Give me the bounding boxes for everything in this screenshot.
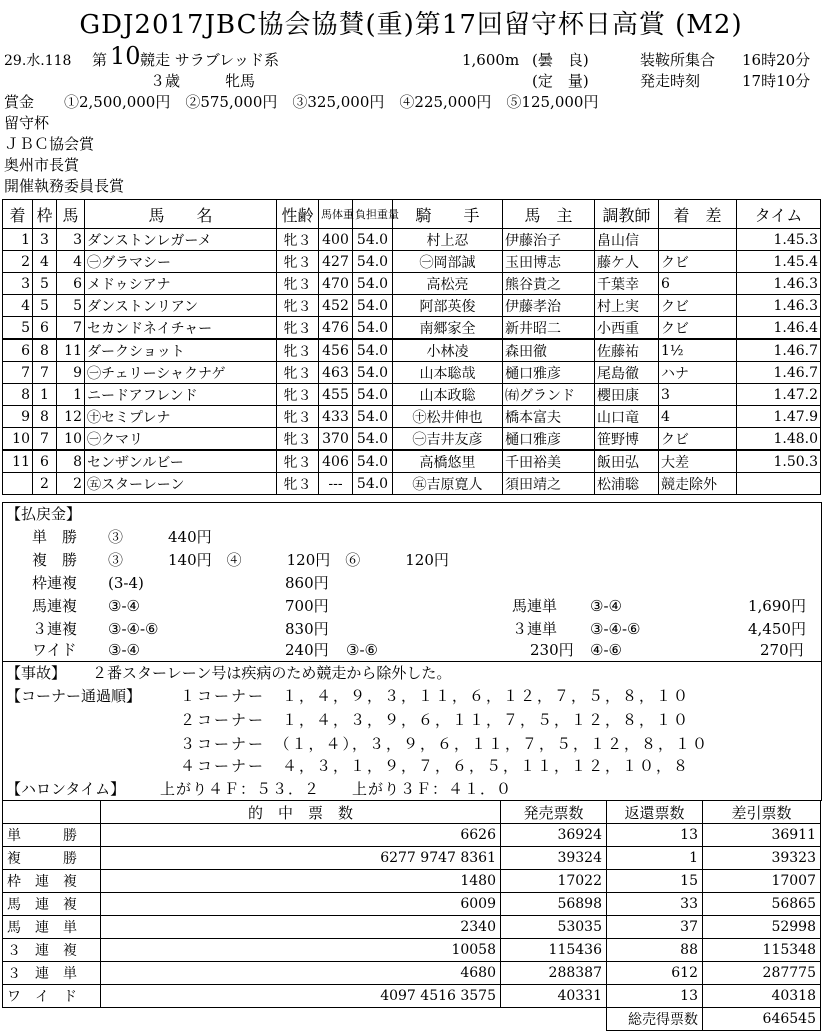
result-horse-no: 6 xyxy=(57,273,85,295)
wide-combo-1: ③-④ xyxy=(108,641,140,659)
result-row xyxy=(3,362,821,384)
result-time: 1.47.9 xyxy=(737,406,821,428)
result-burden: 54.0 xyxy=(353,229,393,251)
result-jockey: 高橋悠里 xyxy=(393,450,503,473)
net-votes: 56865 xyxy=(703,893,821,916)
result-rank: 10 xyxy=(3,428,33,451)
result-row xyxy=(3,473,821,495)
result-time: 1.46.4 xyxy=(737,317,821,340)
result-time: 1.46.7 xyxy=(737,362,821,384)
sanrentan-combo: ③-④-⑥ xyxy=(590,620,641,638)
sanrentan-amount: 4,450円 xyxy=(748,620,806,638)
race-weather: (曇 良) xyxy=(532,51,589,69)
result-rank: 1 xyxy=(3,229,33,251)
refund-votes: 88 xyxy=(607,939,703,962)
result-trainer: 佐藤祐 xyxy=(595,339,659,362)
award-3: 奥州市長賞 xyxy=(4,156,80,174)
votes-header-refund: 返還票数 xyxy=(607,801,703,824)
header-burden: 負担重量 xyxy=(353,200,393,229)
winning-votes: 2340 xyxy=(101,916,501,939)
result-jockey: 南郷家全 xyxy=(393,317,503,340)
result-sex-age: 牝３ xyxy=(277,273,319,295)
result-burden: 54.0 xyxy=(353,251,393,273)
refund-votes: 13 xyxy=(607,985,703,1008)
award-2: ＪＢＣ協会賞 xyxy=(4,135,95,153)
votes-header-net: 差引票数 xyxy=(703,801,821,824)
result-body-weight: --- xyxy=(319,473,353,495)
wide-label: ワイド xyxy=(32,641,77,659)
sold-votes: 36924 xyxy=(501,824,607,847)
result-body-weight: 400 xyxy=(319,229,353,251)
net-votes: 17007 xyxy=(703,870,821,893)
result-row xyxy=(3,406,821,428)
result-horse-no: 12 xyxy=(57,406,85,428)
result-rank: 9 xyxy=(3,406,33,428)
result-horse-no: 5 xyxy=(57,295,85,317)
bet-type: 枠 連 複 xyxy=(3,870,101,893)
result-sex-age: 牝３ xyxy=(277,384,319,406)
incident-label: 【事故】 xyxy=(6,664,67,682)
result-horse-no: 8 xyxy=(57,450,85,473)
result-trainer: 尾島徹 xyxy=(595,362,659,384)
wide-amount-3: 270円 xyxy=(760,641,804,659)
results-header-row xyxy=(3,200,821,229)
votes-header-row xyxy=(3,801,821,824)
header-margin: 着 差 xyxy=(659,200,737,229)
result-horse-name: ㊀チェリーシャクナゲ xyxy=(85,362,277,384)
result-owner: 伊藤孝治 xyxy=(503,295,595,317)
net-votes: 40318 xyxy=(703,985,821,1008)
result-horse-name: ㊉セミプレナ xyxy=(85,406,277,428)
result-owner: 森田徹 xyxy=(503,339,595,362)
result-jockey: 阿部英俊 xyxy=(393,295,503,317)
net-votes: 287775 xyxy=(703,962,821,985)
votes-row xyxy=(3,985,821,1008)
result-margin: 大差 xyxy=(659,450,737,473)
result-jockey: ㊉松井伸也 xyxy=(393,406,503,428)
result-jockey: 村上忍 xyxy=(393,229,503,251)
result-trainer: 笹野博 xyxy=(595,428,659,451)
result-sex-age: 牝３ xyxy=(277,473,319,495)
result-frame: 7 xyxy=(33,428,57,451)
result-margin: 1½ xyxy=(659,339,737,362)
result-row xyxy=(3,295,821,317)
winning-votes: 6626 xyxy=(101,824,501,847)
result-trainer: 村上実 xyxy=(595,295,659,317)
result-sex-age: 牝３ xyxy=(277,317,319,340)
result-horse-name: ㊄スターレーン xyxy=(85,473,277,495)
votes-table xyxy=(2,800,821,1031)
result-frame: 3 xyxy=(33,229,57,251)
result-trainer: 櫻田康 xyxy=(595,384,659,406)
result-frame: 6 xyxy=(33,317,57,340)
refund-votes: 1 xyxy=(607,847,703,870)
result-body-weight: 433 xyxy=(319,406,353,428)
wide-amount-2: 230円 xyxy=(530,641,574,659)
votes-row xyxy=(3,870,821,893)
weight-rule: (定 量) xyxy=(532,72,589,90)
bet-type: 馬 連 複 xyxy=(3,893,101,916)
corner-label: 【コーナー通過順】 xyxy=(6,687,142,705)
votes-row xyxy=(3,824,821,847)
result-margin: ハナ xyxy=(659,362,737,384)
result-frame: 5 xyxy=(33,295,57,317)
umatan-combo: ③-④ xyxy=(590,597,622,615)
result-rank xyxy=(3,473,33,495)
result-time: 1.45.4 xyxy=(737,251,821,273)
result-row xyxy=(3,317,821,340)
result-burden: 54.0 xyxy=(353,450,393,473)
result-burden: 54.0 xyxy=(353,473,393,495)
wide-combo-2: ③-⑥ xyxy=(346,641,378,659)
result-time: 1.46.3 xyxy=(737,273,821,295)
result-frame: 5 xyxy=(33,273,57,295)
corner-3: ３コーナー （１，４），３，９，６，１１，７，５，１２，８，１０ xyxy=(180,735,710,753)
prize-money: 賞金 ①2,500,000円 ②575,000円 ③325,000円 ④225,000円 ⑤125,000円 xyxy=(4,93,599,111)
result-trainer: 藤ケ人 xyxy=(595,251,659,273)
result-body-weight: 370 xyxy=(319,428,353,451)
result-trainer: 飯田弘 xyxy=(595,450,659,473)
result-rank: 7 xyxy=(3,362,33,384)
net-votes: 115348 xyxy=(703,939,821,962)
sold-votes: 115436 xyxy=(501,939,607,962)
fukusho-payout: ③ 140円 ④ 120円 ⑥ 120円 xyxy=(108,551,449,569)
sold-votes: 17022 xyxy=(501,870,607,893)
winning-votes: 1480 xyxy=(101,870,501,893)
header-jockey: 騎 手 xyxy=(393,200,503,229)
wide-combo-3: ④-⑥ xyxy=(590,641,622,659)
race-no-prefix: 第 xyxy=(92,51,108,69)
result-burden: 54.0 xyxy=(353,384,393,406)
payout-label: 【払戻金】 xyxy=(6,505,82,523)
result-sex-age: 牝３ xyxy=(277,339,319,362)
header-horse-no: 馬 xyxy=(57,200,85,229)
result-rank: 8 xyxy=(3,384,33,406)
result-margin: クビ xyxy=(659,428,737,451)
result-frame: 2 xyxy=(33,473,57,495)
result-body-weight: 476 xyxy=(319,317,353,340)
result-frame: 8 xyxy=(33,406,57,428)
result-time: 1.46.7 xyxy=(737,339,821,362)
result-sex-age: 牝３ xyxy=(277,362,319,384)
result-horse-no: 7 xyxy=(57,317,85,340)
wakuren-combo: (3-4) xyxy=(108,574,144,592)
result-horse-name: ダンストンレガーメ xyxy=(85,229,277,251)
result-margin: 3 xyxy=(659,384,737,406)
result-row xyxy=(3,273,821,295)
result-time: 1.45.3 xyxy=(737,229,821,251)
umatan-label: 馬連単 xyxy=(512,597,558,615)
result-sex-age: 牝３ xyxy=(277,251,319,273)
umaren-amount: 700円 xyxy=(285,597,329,615)
result-burden: 54.0 xyxy=(353,317,393,340)
result-horse-no: 10 xyxy=(57,428,85,451)
result-horse-no: 11 xyxy=(57,339,85,362)
header-owner: 馬 主 xyxy=(503,200,595,229)
votes-header-type xyxy=(3,801,101,824)
result-sex-age: 牝３ xyxy=(277,229,319,251)
result-owner: 熊谷貴之 xyxy=(503,273,595,295)
header-trainer: 調教師 xyxy=(595,200,659,229)
result-trainer: 山口竜 xyxy=(595,406,659,428)
result-frame: 8 xyxy=(33,339,57,362)
result-owner: 橋本富夫 xyxy=(503,406,595,428)
votes-row xyxy=(3,939,821,962)
result-horse-no: 4 xyxy=(57,251,85,273)
umaren-combo: ③-④ xyxy=(108,597,140,615)
result-body-weight: 452 xyxy=(319,295,353,317)
bet-type: 複 勝 xyxy=(3,847,101,870)
result-horse-name: セカンドネイチャー xyxy=(85,317,277,340)
result-trainer: 松浦聡 xyxy=(595,473,659,495)
sold-votes: 40331 xyxy=(501,985,607,1008)
result-rank: 5 xyxy=(3,317,33,340)
result-time xyxy=(737,473,821,495)
result-row xyxy=(3,450,821,473)
corner-2: ２コーナー １，４，３，９，６，１１，７，５，１２，８，１０ xyxy=(180,711,691,729)
race-condition: ３歳 牝馬 xyxy=(150,72,256,90)
result-horse-no: 1 xyxy=(57,384,85,406)
muster-time: 16時20分 xyxy=(742,51,811,69)
result-jockey: 小林凌 xyxy=(393,339,503,362)
votes-row xyxy=(3,916,821,939)
result-jockey: ㊀岡部誠 xyxy=(393,251,503,273)
header-body-weight: 馬体重 xyxy=(319,200,353,229)
result-sex-age: 牝３ xyxy=(277,406,319,428)
bet-type: 単 勝 xyxy=(3,824,101,847)
sold-votes: 56898 xyxy=(501,893,607,916)
furlong-text: 上がり４Ｆ：５３．２ 上がり３Ｆ：４１．０ xyxy=(160,780,513,798)
wakuren-label: 枠連複 xyxy=(32,574,78,592)
result-body-weight: 455 xyxy=(319,384,353,406)
result-burden: 54.0 xyxy=(353,339,393,362)
result-owner: ㈲グランド xyxy=(503,384,595,406)
result-row xyxy=(3,229,821,251)
bet-type: ３ 連 複 xyxy=(3,939,101,962)
result-rank: 4 xyxy=(3,295,33,317)
result-frame: 4 xyxy=(33,251,57,273)
result-horse-name: ㊀グラマシー xyxy=(85,251,277,273)
total-value: 646545 xyxy=(703,1008,821,1031)
header-sex-age: 性齢 xyxy=(277,200,319,229)
result-time: 1.47.2 xyxy=(737,384,821,406)
result-time: 1.50.3 xyxy=(737,450,821,473)
result-rank: 11 xyxy=(3,450,33,473)
wide-amount-1: 240円 xyxy=(285,641,329,659)
sanrentan-label: ３連単 xyxy=(512,620,558,638)
result-body-weight: 456 xyxy=(319,339,353,362)
result-sex-age: 牝３ xyxy=(277,295,319,317)
winning-votes: 6009 xyxy=(101,893,501,916)
result-horse-name: ダンストンリアン xyxy=(85,295,277,317)
result-margin: クビ xyxy=(659,251,737,273)
award-1: 留守杯 xyxy=(4,114,50,132)
award-4: 開催執務委員長賞 xyxy=(4,177,125,195)
tansho-payout: ③ 440円 xyxy=(108,528,212,546)
sold-votes: 288387 xyxy=(501,962,607,985)
result-owner: 千田裕美 xyxy=(503,450,595,473)
total-label: 総売得票数 xyxy=(607,1008,703,1031)
result-margin: 6 xyxy=(659,273,737,295)
net-votes: 52998 xyxy=(703,916,821,939)
wakuren-amount: 860円 xyxy=(285,574,329,592)
result-frame: 1 xyxy=(33,384,57,406)
umaren-label: 馬連複 xyxy=(32,597,78,615)
sold-votes: 39324 xyxy=(501,847,607,870)
result-burden: 54.0 xyxy=(353,428,393,451)
result-horse-name: ㊀クマリ xyxy=(85,428,277,451)
header-horse-name: 馬 名 xyxy=(85,200,277,229)
refund-votes: 15 xyxy=(607,870,703,893)
result-sex-age: 牝３ xyxy=(277,428,319,451)
result-margin: 競走除外 xyxy=(659,473,737,495)
corner-4: ４コーナー ４，３，１，９，７，６，５，１１，１２，１０，８ xyxy=(180,757,691,775)
result-body-weight: 406 xyxy=(319,450,353,473)
winning-votes: 4680 xyxy=(101,962,501,985)
result-owner: 新井昭二 xyxy=(503,317,595,340)
result-rank: 3 xyxy=(3,273,33,295)
result-frame: 6 xyxy=(33,450,57,473)
result-burden: 54.0 xyxy=(353,273,393,295)
result-row xyxy=(3,384,821,406)
votes-header-winning: 的 中 票 数 xyxy=(101,801,501,824)
winning-votes: 6277 9747 8361 xyxy=(101,847,501,870)
race-title: GDJ2017JBC協会協賛(重)第17回留守杯日高賞 (M2) xyxy=(79,10,743,40)
result-trainer: 畠山信 xyxy=(595,229,659,251)
result-horse-name: ニードアフレンド xyxy=(85,384,277,406)
header-rank: 着 xyxy=(3,200,33,229)
votes-row xyxy=(3,847,821,870)
result-trainer: 小西重 xyxy=(595,317,659,340)
result-trainer: 千葉幸 xyxy=(595,273,659,295)
bet-type: ３ 連 単 xyxy=(3,962,101,985)
muster-label: 装鞍所集合 xyxy=(640,51,716,69)
result-owner: 玉田博志 xyxy=(503,251,595,273)
race-number: 10 xyxy=(110,42,141,70)
refund-votes: 612 xyxy=(607,962,703,985)
result-row xyxy=(3,251,821,273)
result-horse-no: 3 xyxy=(57,229,85,251)
result-horse-name: センザンルビー xyxy=(85,450,277,473)
result-horse-name: メドゥシアナ xyxy=(85,273,277,295)
header-frame: 枠 xyxy=(33,200,57,229)
result-jockey: ㊀吉井友彦 xyxy=(393,428,503,451)
start-time: 17時10分 xyxy=(742,72,811,90)
refund-votes: 33 xyxy=(607,893,703,916)
start-label: 発走時刻 xyxy=(640,72,701,90)
corner-1: １コーナー １，４，９，３，１１，６，１２，７，５，８，１０ xyxy=(180,687,691,705)
race-distance: 1,600m xyxy=(462,51,520,69)
result-burden: 54.0 xyxy=(353,295,393,317)
sanrenpuku-combo: ③-④-⑥ xyxy=(108,620,159,638)
result-owner: 須田靖之 xyxy=(503,473,595,495)
result-time: 1.48.0 xyxy=(737,428,821,451)
votes-row xyxy=(3,962,821,985)
result-rank: 2 xyxy=(3,251,33,273)
result-margin: 4 xyxy=(659,406,737,428)
net-votes: 39323 xyxy=(703,847,821,870)
result-owner: 樋口雅彦 xyxy=(503,428,595,451)
result-owner: 伊藤治子 xyxy=(503,229,595,251)
result-owner: 樋口雅彦 xyxy=(503,362,595,384)
incident-text: ２番スターレーン号は疾病のため競走から除外した。 xyxy=(92,664,452,682)
results-table xyxy=(2,199,821,495)
tansho-label: 単 勝 xyxy=(32,528,78,546)
result-margin: クビ xyxy=(659,295,737,317)
result-jockey: 高松亮 xyxy=(393,273,503,295)
furlong-label: 【ハロンタイム】 xyxy=(6,780,126,798)
result-burden: 54.0 xyxy=(353,406,393,428)
fukusho-label: 複 勝 xyxy=(32,551,78,569)
result-sex-age: 牝３ xyxy=(277,450,319,473)
umatan-amount: 1,690円 xyxy=(748,597,806,615)
result-body-weight: 463 xyxy=(319,362,353,384)
result-horse-no: 9 xyxy=(57,362,85,384)
result-horse-name: ダークショット xyxy=(85,339,277,362)
winning-votes: 10058 xyxy=(101,939,501,962)
result-jockey: 山本聡哉 xyxy=(393,362,503,384)
refund-votes: 13 xyxy=(607,824,703,847)
votes-row xyxy=(3,893,821,916)
result-jockey: 山本政聡 xyxy=(393,384,503,406)
result-row xyxy=(3,428,821,451)
result-margin: クビ xyxy=(659,317,737,340)
sold-votes: 53035 xyxy=(501,916,607,939)
result-body-weight: 470 xyxy=(319,273,353,295)
race-type: 競走 サラブレッド系 xyxy=(140,51,280,69)
winning-votes: 4097 4516 3575 xyxy=(101,985,501,1008)
result-body-weight: 427 xyxy=(319,251,353,273)
result-margin xyxy=(659,229,737,251)
total-row xyxy=(3,1008,821,1031)
result-burden: 54.0 xyxy=(353,362,393,384)
race-date: 29.水.118 xyxy=(4,53,72,69)
result-row xyxy=(3,339,821,362)
refund-votes: 37 xyxy=(607,916,703,939)
header-time: タイム xyxy=(737,200,821,229)
bet-type: ワ イ ド xyxy=(3,985,101,1008)
result-rank: 6 xyxy=(3,339,33,362)
sanrenpuku-label: ３連複 xyxy=(32,620,78,638)
sanrenpuku-amount: 830円 xyxy=(285,620,329,638)
result-horse-no: 2 xyxy=(57,473,85,495)
result-frame: 7 xyxy=(33,362,57,384)
result-time: 1.46.3 xyxy=(737,295,821,317)
result-jockey: ㊄吉原寛人 xyxy=(393,473,503,495)
votes-header-sold: 発売票数 xyxy=(501,801,607,824)
net-votes: 36911 xyxy=(703,824,821,847)
bet-type: 馬 連 単 xyxy=(3,916,101,939)
